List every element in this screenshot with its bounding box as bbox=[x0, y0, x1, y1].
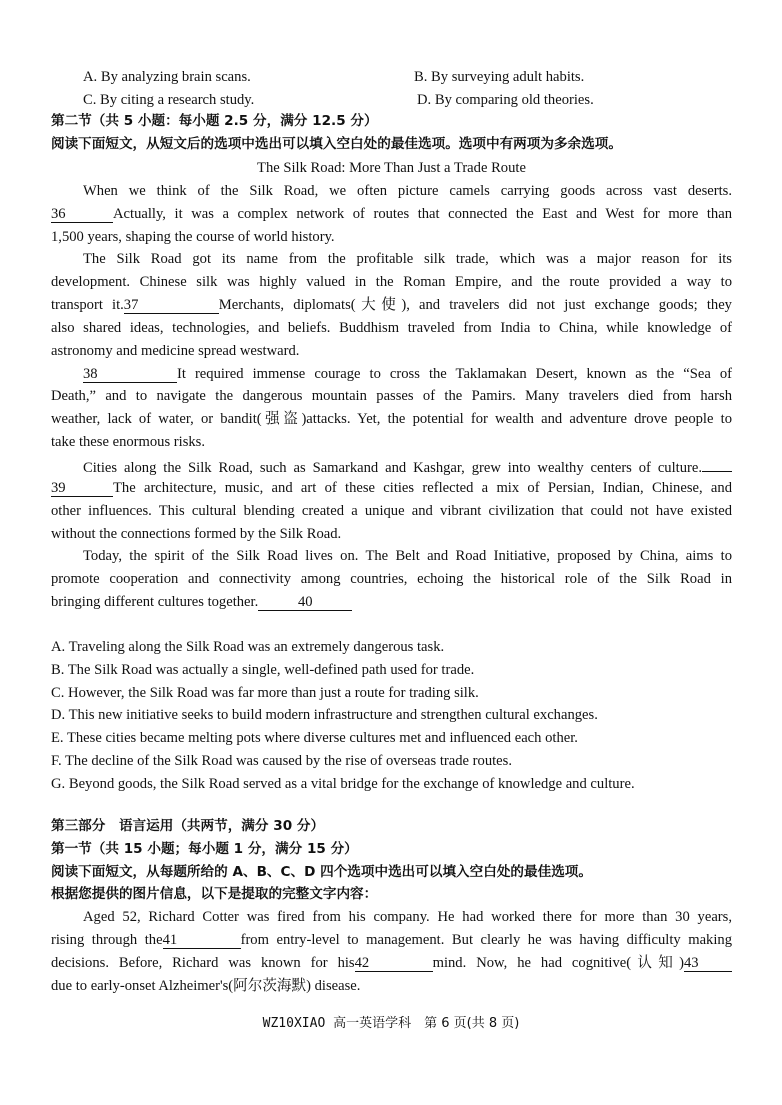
p3-line4: take these enormous risks. bbox=[51, 434, 206, 450]
blank-36[interactable]: 36 bbox=[51, 206, 113, 223]
part3-note: 根据您提供的图片信息，以下是提取的完整文字内容： bbox=[51, 886, 378, 902]
blank-39[interactable]: 39 bbox=[51, 480, 113, 497]
option-d: D. By comparing old theories. bbox=[417, 92, 594, 108]
p2-line5: astronomy and medicine spread westward. bbox=[51, 343, 300, 359]
footer-text: 高一英语学科 第 6 页(共 8 页) bbox=[333, 1016, 520, 1031]
p3-line2: Death,” and to navigate the dangerous mountain passes of the Pamirs. Many travelers died from harsh bbox=[51, 388, 732, 404]
p5-line2: promote cooperation and connectivity among countries, echoing the historical role of the Silk Road in bbox=[51, 571, 732, 587]
blank-43[interactable]: 43 bbox=[684, 955, 732, 972]
p3-line3: weather, lack of water, or bandit(强盗)attacks. Yet, the potential for wealth and adventure drove people to bbox=[51, 411, 732, 427]
option-b: B. By surveying adult habits. bbox=[414, 69, 585, 85]
p4-line4: without the connections formed by the Silk Road. bbox=[51, 526, 342, 542]
blank-40[interactable]: 40 bbox=[258, 594, 352, 611]
p4-line3: other influences. This cultural blending created a unique and vibrant civilization that could not have existed bbox=[51, 503, 732, 519]
part3-heading: 第三部分 语言运用（共两节，满分 30 分） bbox=[51, 818, 325, 834]
blank-37[interactable]: 37 bbox=[124, 297, 219, 314]
p2-line4: also shared ideas, technologies, and beliefs. Buddhism traveled from India to China, while knowledge of bbox=[51, 320, 732, 336]
blank-42[interactable]: 42 bbox=[355, 955, 433, 972]
page-footer bbox=[0, 1012, 782, 1031]
choice-d: D. This new initiative seeks to build modern infrastructure and strengthen cultural exchanges. bbox=[51, 707, 598, 723]
choice-b: B. The Silk Road was actually a single, well-defined path used for trade. bbox=[51, 662, 475, 678]
choice-c: C. However, the Silk Road was far more than just a route for trading silk. bbox=[51, 685, 479, 701]
part3-line1: Aged 52, Richard Cotter was fired from his company. He had worked there for more than 30 years, bbox=[83, 909, 732, 925]
p5-line3: bringing different cultures together. 40 bbox=[51, 592, 352, 612]
p1-line1: When we think of the Silk Road, we often picture camels carrying goods across vast deserts. bbox=[83, 183, 732, 199]
part3-line2: rising through the41 from entry-level to management. But clearly he was having difficulty making bbox=[51, 932, 732, 948]
p5-line1: Today, the spirit of the Silk Road lives on. The Belt and Road Initiative, proposed by China, aims to bbox=[83, 548, 732, 564]
p4-line2: 39 The architecture, music, and art of these cities reflected a mix of Persian, Indian, Chinese, and bbox=[51, 480, 732, 496]
choice-a: A. Traveling along the Silk Road was an extremely dangerous task. bbox=[51, 639, 445, 655]
footer-code: WZ10XIAO bbox=[262, 1016, 326, 1031]
choice-g: G. Beyond goods, the Silk Road served as a vital bridge for the exchange of knowledge and culture. bbox=[51, 776, 635, 792]
choice-f: F. The decline of the Silk Road was caused by the rise of overseas trade routes. bbox=[51, 753, 512, 769]
option-c: C. By citing a research study. bbox=[83, 92, 255, 108]
p2-line2: development. Chinese silk was highly valued in the Roman Empire, and the route provided a way to bbox=[51, 274, 732, 290]
p3-line1: 38 It required immense courage to cross the Taklamakan Desert, known as the “Sea of bbox=[83, 366, 732, 382]
p4-line1: Cities along the Silk Road, such as Samarkand and Kashgar, grew into wealthy centers of culture. bbox=[83, 455, 732, 478]
part3-instruction: 阅读下面短文，从每题所给的 A、B、C、D 四个选项中选出可以填入空白处的最佳选项。 bbox=[51, 864, 592, 880]
part3-subheading: 第一节（共 15 小题；每小题 1 分，满分 15 分） bbox=[51, 841, 358, 857]
p1-line2: 36 Actually, it was a complex network of routes that connected the East and West for more than bbox=[51, 206, 732, 222]
section2-heading: 第二节（共 5 小题：每小题 2.5 分，满分 12.5 分） bbox=[51, 113, 378, 129]
p2-line1: The Silk Road got its name from the profitable silk trade, which was a major reason for its bbox=[83, 251, 732, 267]
blank-41[interactable]: 41 bbox=[163, 932, 241, 949]
p1-line3: 1,500 years, shaping the course of world history. bbox=[51, 229, 335, 245]
part3-line3: decisions. Before, Richard was known for his42 mind. Now, he had cognitive(认知)43 bbox=[51, 953, 732, 973]
choice-e: E. These cities became melting pots where diverse cultures met and influenced each other. bbox=[51, 730, 578, 746]
section2-instruction: 阅读下面短文，从短文后的选项中选出可以填入空白处的最佳选项。选项中有两项为多余选项。 bbox=[51, 136, 622, 152]
option-a: A. By analyzing brain scans. bbox=[83, 69, 251, 85]
part3-line4: due to early-onset Alzheimer's(阿尔茨海默) disease. bbox=[51, 978, 361, 994]
passage-title: The Silk Road: More Than Just a Trade Route bbox=[257, 160, 526, 176]
p2-line3: transport it.37 Merchants, diplomats(大使), and travelers did not just exchange goods; they bbox=[51, 297, 732, 313]
blank-38[interactable]: 38 bbox=[83, 366, 177, 383]
